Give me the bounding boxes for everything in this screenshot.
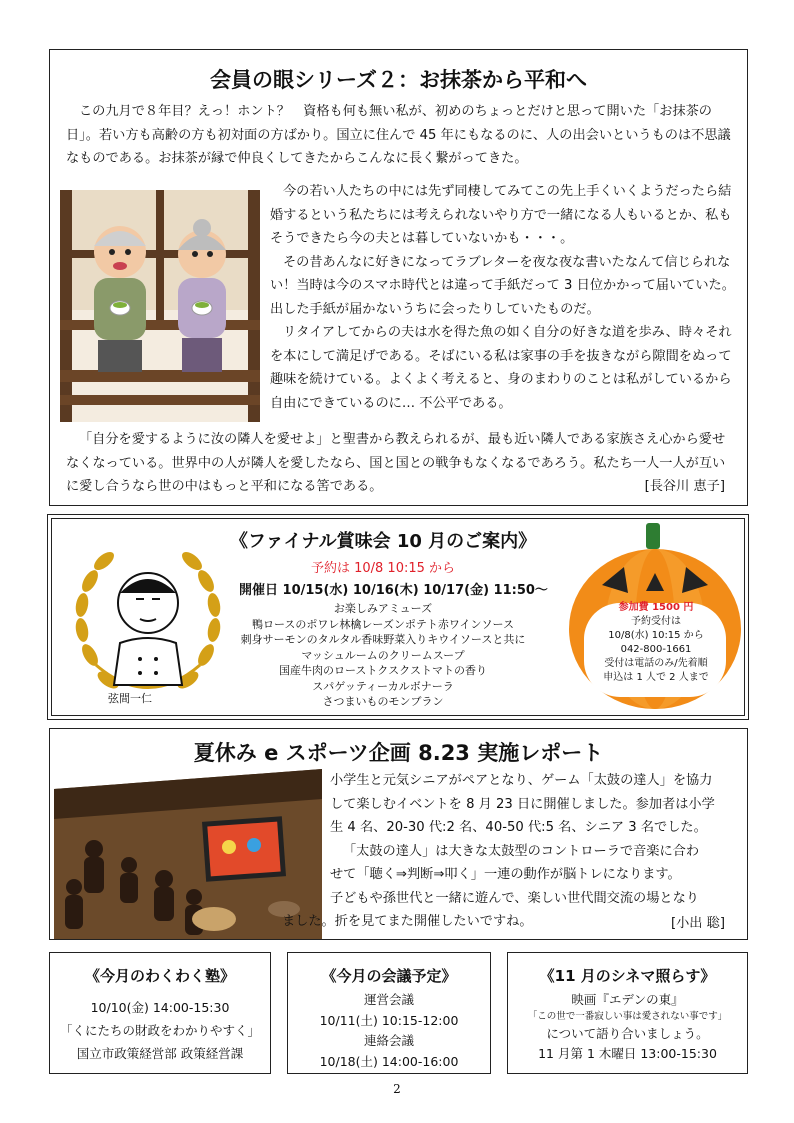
page-number: 2 bbox=[393, 1082, 401, 1096]
essay-paragraph-5: 「自分を愛するように汝の隣人を愛せよ」と聖書から教えられるが、最も近い隣人である家族さえ心から愛せなくなっている。世界中の人が隣人を愛したなら、国と国との戦争もなくなるであろう。私たち一人一人が互いに愛し合うなら世の中はもっと平和になる筈である。 bbox=[66, 432, 726, 494]
juku-topic: 「くにたちの財政をわかりやすく」 bbox=[59, 1023, 260, 1038]
cinema-datetime: 11 月第 1 木曜日 13:00-15:30 bbox=[538, 1046, 717, 1061]
menu-item: 刺身サーモンのタルタル香味野菜入りキウイソースと共に bbox=[240, 633, 526, 646]
event-dates: 開催日 10/15(水) 10/16(木) 10/17(金) 11:50～ bbox=[239, 583, 548, 598]
menu-item: お楽しみアミューズ bbox=[333, 602, 433, 615]
essay-title: 会員の眼シリーズ２：お抹茶から平和へ bbox=[210, 68, 587, 92]
menu-item: さつまいものモンブラン bbox=[322, 695, 444, 708]
menu-item: 鴨ロースのポワレ林檎レーズンポテト赤ワインソース bbox=[251, 617, 515, 631]
info-line: 10/8(水) 10:15 から bbox=[608, 630, 704, 641]
report-line: せて「聴く⇒判断⇒叩く」一連の動作が脳トレになります。 bbox=[330, 867, 681, 882]
meeting-box bbox=[287, 952, 491, 1074]
report-line: 子どもや孫世代と一緒に遊んで、楽しい世代間交流の場となり bbox=[330, 890, 699, 906]
cinema-quote: 「この世で一番寂しい事は愛されない事です」 bbox=[527, 1011, 728, 1022]
meeting-name: 運営会議 bbox=[363, 992, 414, 1007]
juku-datetime: 10/10(金) 14:00-15:30 bbox=[90, 1000, 230, 1015]
meeting-title: 《今月の会議予定》 bbox=[321, 967, 457, 985]
esports-report-section bbox=[49, 728, 748, 940]
tasting-event-section bbox=[47, 514, 749, 720]
menu-item: 国産牛肉のローストクスクストマトの香り bbox=[278, 664, 487, 677]
phone-number: 042-800-1661 bbox=[620, 644, 692, 655]
fee: 参加費 1500 円 bbox=[618, 602, 694, 613]
report-line: 生 4 名、20-30 代:2 名、40-50 代:5 名、シニア 3 名でした。 bbox=[330, 820, 707, 835]
cinema-film: 映画『エデンの東』 bbox=[571, 992, 684, 1007]
chef-name: 弦間一仁 bbox=[108, 692, 152, 705]
essay-paragraph-2: 今の若い人たちの中には先ず同棲してみてこの先上手くいくようだったら結婚するという私たちには考えられないやり方で一緒になる人もいるとか、私もそうできたら今の夫とは暮していないかも・・・。 bbox=[270, 184, 732, 246]
juku-title: 《今月のわくわく塾》 bbox=[84, 967, 235, 985]
meeting-datetime: 10/11(土) 10:15-12:00 bbox=[319, 1012, 459, 1028]
fee-info bbox=[586, 601, 726, 685]
cinema-box bbox=[507, 952, 748, 1074]
report-line: 小学生と元気シニアがペアとなり、ゲーム「太鼓の達人」を協力 bbox=[330, 773, 713, 788]
essay-paragraph-1: この九月で８年目？えっ！ホント？ 資格も何も無い私が、初めのちょっとだけと思って開いた「お抹茶の日」。若い方も高齢の方も初対面の方ばかり。国立に住んで 45 年にもなるのに、人の出会いというものは不思議なものである。お抹茶が縁で仲良くしてきたからこんなに長く繋がってきた。 bbox=[66, 104, 731, 166]
cinema-text: について語り合いましょう。 bbox=[546, 1026, 709, 1041]
essay-paragraph-3: その昔あんなに好きになってラブレターを夜な夜な書いたなんて信じられない！当時は今のスマホ時代とは違って手紙だって 3 日位かかって届いていた。出した手紙が届かないうちに会ったりしていたものだ。 bbox=[270, 254, 735, 317]
reservation-notice: 予約は 10/8 10:15 から bbox=[310, 561, 456, 576]
report-line: 「太鼓の達人」は大きな太鼓型のコントローラで音楽に合わ bbox=[343, 843, 700, 859]
elderly-couple-illustration bbox=[60, 190, 260, 422]
menu-list bbox=[218, 601, 548, 710]
juku-box bbox=[49, 952, 271, 1074]
esports-title: 夏休み e スポーツ企画 8.23 実施レポート bbox=[193, 741, 604, 765]
essay-paragraph-4: リタイアしてからの夫は水を得た魚の如く自分の好きな道を歩み、時々それを本にして満足げである。そばにいる私は家事の手を抜きながら隙間をぬって趣味を続けている。よくよく考えると、身のまわりのことは私がしているから自由にできているのに… 不公平である。 bbox=[270, 325, 732, 411]
menu-item: スパゲッティーカルボナーラ bbox=[312, 679, 454, 693]
report-line: して楽しむイベントを 8 月 23 日に開催しました。参加者は小学 bbox=[330, 796, 715, 812]
juku-speaker: 国立市政策経営部 政策経営課 bbox=[76, 1046, 244, 1061]
meeting-name: 連絡会議 bbox=[363, 1033, 414, 1048]
info-line: 申込は 1 人で 2 人まで bbox=[603, 672, 709, 683]
menu-item: マッシュルームのクリームスープ bbox=[301, 648, 465, 662]
info-line: 受付は電話のみ/先着順 bbox=[604, 658, 708, 669]
tasting-title: 《ファイナル賞味会 10 月のご案内》 bbox=[229, 531, 537, 552]
essay-section bbox=[49, 49, 748, 506]
info-line: 予約受付は bbox=[631, 616, 681, 627]
meeting-datetime: 10/18(土) 14:00-16:00 bbox=[319, 1053, 459, 1069]
chef-laurel-illustration bbox=[68, 535, 228, 710]
essay-side-text bbox=[270, 180, 736, 415]
cinema-title: 《11 月のシネマ照らす》 bbox=[539, 967, 716, 985]
report-author: [小出 聡] bbox=[670, 916, 725, 931]
report-line: ました。折を見てまた開催したいですね。 bbox=[282, 914, 533, 929]
essay-author: [長谷川 恵子] bbox=[644, 479, 725, 494]
